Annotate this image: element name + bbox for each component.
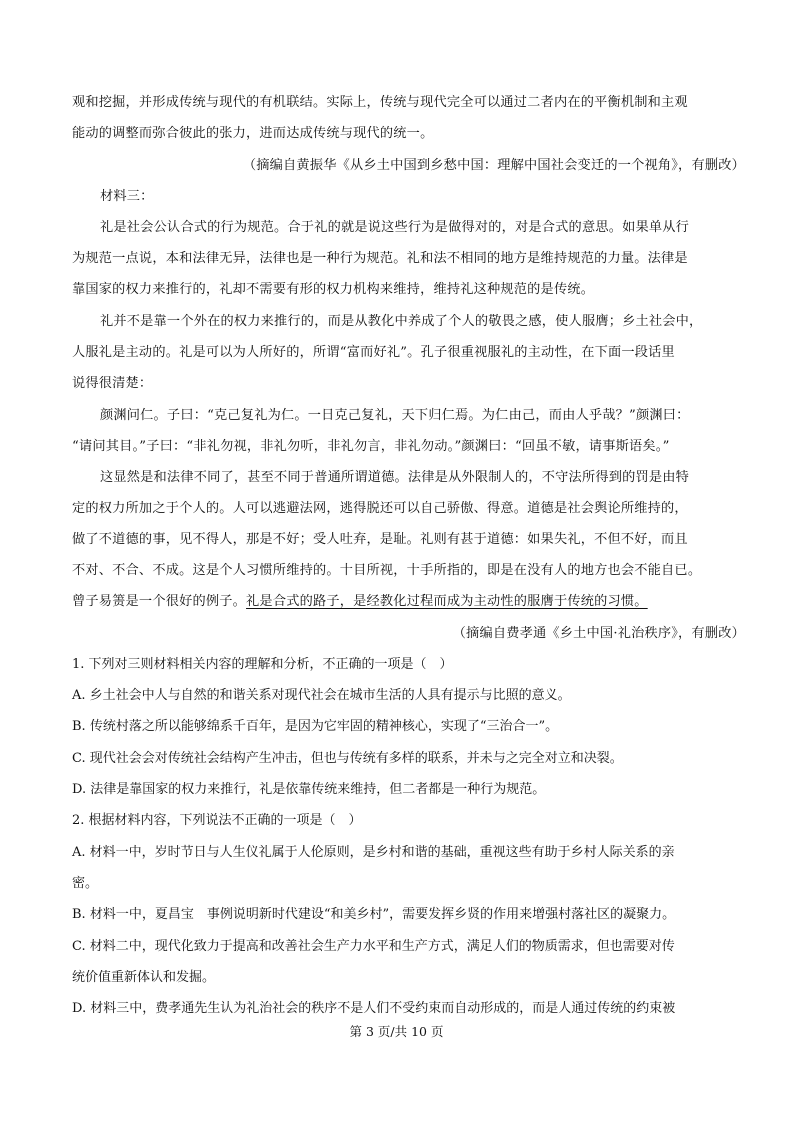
paragraph-line: 人服礼是主动的。礼是可以为人所好的，所谓“富而好礼”。孔子很重视服礼的主动性，在下面一段话里 bbox=[72, 345, 675, 360]
paragraph-line bbox=[72, 593, 732, 611]
question-2-option-a-cont: 密。 bbox=[72, 876, 99, 891]
paragraph-line: 礼是社会公认合式的行为规范。合于礼的就是说这些行为是做得对的，对是合式的意思。如果单从行 bbox=[100, 220, 690, 235]
paragraph-line: 靠国家的权力来推行的，礼却不需要有形的权力机构来维持，维持礼这种规范的是传统。 bbox=[72, 282, 595, 297]
paragraph-line: 为规范一点说，本和法律无异，法律也是一种行为规范。礼和法不相同的地方是维持规范的力量。法律是 bbox=[72, 251, 688, 266]
question-2-option-a: A. 材料一中，岁时节日与人生仪礼属于人伦原则，是乡村和谐的基础，重视这些有助于乡村人际关系的亲 bbox=[72, 845, 675, 860]
paragraph-line: “请问其目。”子曰：“非礼勿视，非礼勿听，非礼勿言，非礼勿动。”颜渊曰：“回虽不敏，请事斯语矣。” bbox=[72, 439, 670, 454]
paragraph-line: 颜渊问仁。子曰：“克己复礼为仁。一日克己复礼，天下归仁焉。为仁由己，而由人乎哉？”颜渊曰： bbox=[100, 408, 690, 423]
paragraph-line: 观和挖掘，并形成传统与现代的有机联结。实际上，传统与现代完全可以通过二者内在的平衡机制和主观 bbox=[72, 95, 688, 110]
paragraph-line: 能动的调整而弥合彼此的张力，进而达成传统与现代的统一。 bbox=[72, 126, 434, 141]
question-1-option-a: A. 乡土社会中人与自然的和谐关系对现代社会在城市生活的人具有提示与比照的意义。 bbox=[72, 688, 571, 703]
question-2-option-b: B. 材料一中，夏昌宝 事例说明新时代建设“和美乡村”，需要发挥乡贤的作用来增强村落社区的凝聚力。 bbox=[72, 907, 676, 922]
paragraph-line: 礼并不是靠一个外在的权力来推行的，而是从教化中养成了个人的敬畏之感，使人服膺；乡土社会中， bbox=[100, 314, 703, 329]
section-heading: 材料三： bbox=[100, 189, 154, 204]
paragraph-line: 说得很清楚： bbox=[72, 376, 153, 391]
underlined-sentence: 礼是合式的路子，是经教化过程而成为主动性的服膺于传统的习惯。 bbox=[246, 594, 648, 609]
question-1-option-b: B. 传统村落之所以能够绵系千百年，是因为它牢固的精神核心，实现了“三治合一”。 bbox=[72, 719, 559, 734]
paragraph-line: 这显然是和法律不同了，甚至不同于普通所谓道德。法律是从外限制人的，不守法所得到的罚是由特 bbox=[100, 470, 690, 485]
paragraph-text: 曾子易箦是一个很好的例子。 bbox=[72, 594, 247, 609]
question-2-option-d: D. 材料三中，费孝通先生认为礼治社会的秩序不是人们不受约束而自动形成的，而是人通过传统的约束被 bbox=[72, 1001, 676, 1016]
question-2-stem: 2. 根据材料内容，下列说法不正确的一项是（ ） bbox=[72, 813, 362, 828]
source-citation: （摘编自黄振华《从乡土中国到乡愁中国：理解中国社会变迁的一个视角》，有删改） bbox=[242, 158, 745, 173]
question-1-stem: 1. 下列对三则材料相关内容的理解和分析，不正确的一项是（ ） bbox=[72, 657, 453, 672]
page-footer: 第 3 页/共 10 页 bbox=[349, 1024, 444, 1039]
paragraph-line: 做了不道德的事，见不得人，那是不好；受人吐弃，是耻。礼则有甚于道德：如果失礼，不但不好，而且 bbox=[72, 532, 688, 547]
paragraph-line: 定的权力所加之于个人的。人可以逃避法网，逃得脱还可以自己骄傲、得意。道德是社会舆论所维持的， bbox=[72, 501, 688, 516]
question-2-option-c: C. 材料二中，现代化致力于提高和改善社会生产力水平和生产方式，满足人们的物质需求，但也需要对传 bbox=[72, 939, 675, 954]
source-citation: （摘编自费孝通《乡土中国·礼治秩序》，有删改） bbox=[452, 626, 745, 641]
paragraph-line: 不对、不合、不成。这是个人习惯所维持的。十目所视，十手所指的，即是在没有人的地方也会不能自已。 bbox=[72, 563, 702, 578]
question-1-option-c: C. 现代社会会对传统社会结构产生冲击，但也与传统有多样的联系，并未与之完全对立和决裂。 bbox=[72, 751, 623, 766]
question-1-option-d: D. 法律是靠国家的权力来推行，礼是依靠传统来维持，但二者都是一种行为规范。 bbox=[72, 782, 546, 797]
question-2-option-c-cont: 统价值重新体认和发掘。 bbox=[72, 970, 216, 985]
